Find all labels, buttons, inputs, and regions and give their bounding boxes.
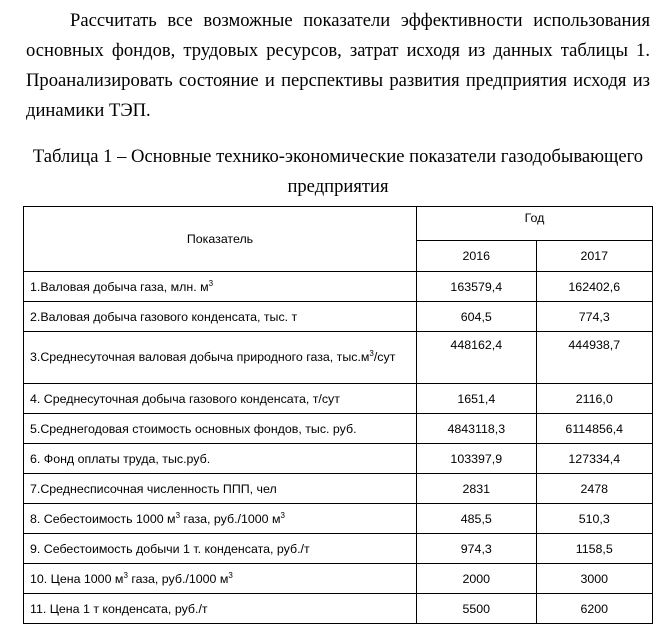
table-row (24, 384, 653, 414)
table-row (24, 594, 653, 624)
table-row (24, 444, 653, 474)
table-row (24, 534, 653, 564)
table-row (24, 474, 653, 504)
value-2016: 103397,9 (417, 444, 536, 474)
header-year-2017: 2017 (536, 241, 653, 272)
indicator-name: 10. Цена 1000 $м^3$ газа, руб./1000 $м^3$ (24, 564, 417, 594)
value-2016: 2000 (417, 564, 536, 594)
table-body (24, 272, 653, 624)
header-year: Год (417, 207, 653, 241)
table-row (24, 504, 653, 534)
header-indicator: Показатель (24, 207, 417, 272)
value-2016: 1651,4 (417, 384, 536, 414)
value-2017: 6200 (536, 594, 653, 624)
value-2017: 127334,4 (536, 444, 653, 474)
value-2016: 5500 (417, 594, 536, 624)
value-2016: 4843118,3 (417, 414, 536, 444)
value-2016: 974,3 (417, 534, 536, 564)
indicator-name: 9. Себестоимость добычи 1 т. конденсата, руб./т (24, 534, 417, 564)
table-row (24, 564, 653, 594)
value-2016: 485,5 (417, 504, 536, 534)
table-caption: Таблица 1 – Основные технико-экономические показатели газодобывающего (32, 146, 644, 167)
table-row (24, 272, 653, 302)
indicator-name: 6. Фонд оплаты труда, тыс.руб. (24, 444, 417, 474)
indicator-name: 8. Себестоимость 1000 $м^3$ газа, руб./1000 $м^3$ (24, 504, 417, 534)
value-2017: 2478 (536, 474, 653, 504)
value-2016: 604,5 (417, 302, 536, 332)
indicator-name: 4. Среднесуточная добыча газового конденсата, т/сут (24, 384, 417, 414)
value-2016: 163579,4 (417, 272, 536, 302)
indicator-name: 5.Среднегодовая стоимость основных фондов, тыс. руб. (24, 414, 417, 444)
value-2017: 1158,5 (536, 534, 653, 564)
indicator-name: 3.Среднесуточная валовая добыча природного газа, $тыс.м^3$/сут (24, 332, 417, 384)
table-row (24, 302, 653, 332)
value-2017: 774,3 (536, 302, 653, 332)
value-2017: 3000 (536, 564, 653, 594)
value-2016: 448162,4 (417, 332, 536, 384)
table-row (24, 332, 653, 384)
header-year-2016: 2016 (417, 241, 536, 272)
value-2017: 510,3 (536, 504, 653, 534)
table-caption-continued: предприятия (287, 176, 389, 197)
indicator-name: 2.Валовая добыча газового конденсата, тыс. т (24, 302, 417, 332)
value-2017: 444938,7 (536, 332, 653, 384)
task-paragraph: Рассчитать все возможные показатели эффективности использования основных фондов, трудовых ресурсов, затрат исходя из данных таблицы 1. Проанализировать состояние и перспективы развития предприятия исходя из динамики ТЭП. (26, 10, 650, 121)
value-2017: 2116,0 (536, 384, 653, 414)
value-2016: 2831 (417, 474, 536, 504)
table-row (24, 414, 653, 444)
tep-table (23, 206, 653, 624)
indicator-name: 7.Среднесписочная численность ППП, чел (24, 474, 417, 504)
value-2017: 6114856,4 (536, 414, 653, 444)
indicator-name: 11. Цена 1 т конденсата, руб./т (24, 594, 417, 624)
indicator-name: 1.Валовая добыча газа, млн. $м^3$ (24, 272, 417, 302)
value-2017: 162402,6 (536, 272, 653, 302)
